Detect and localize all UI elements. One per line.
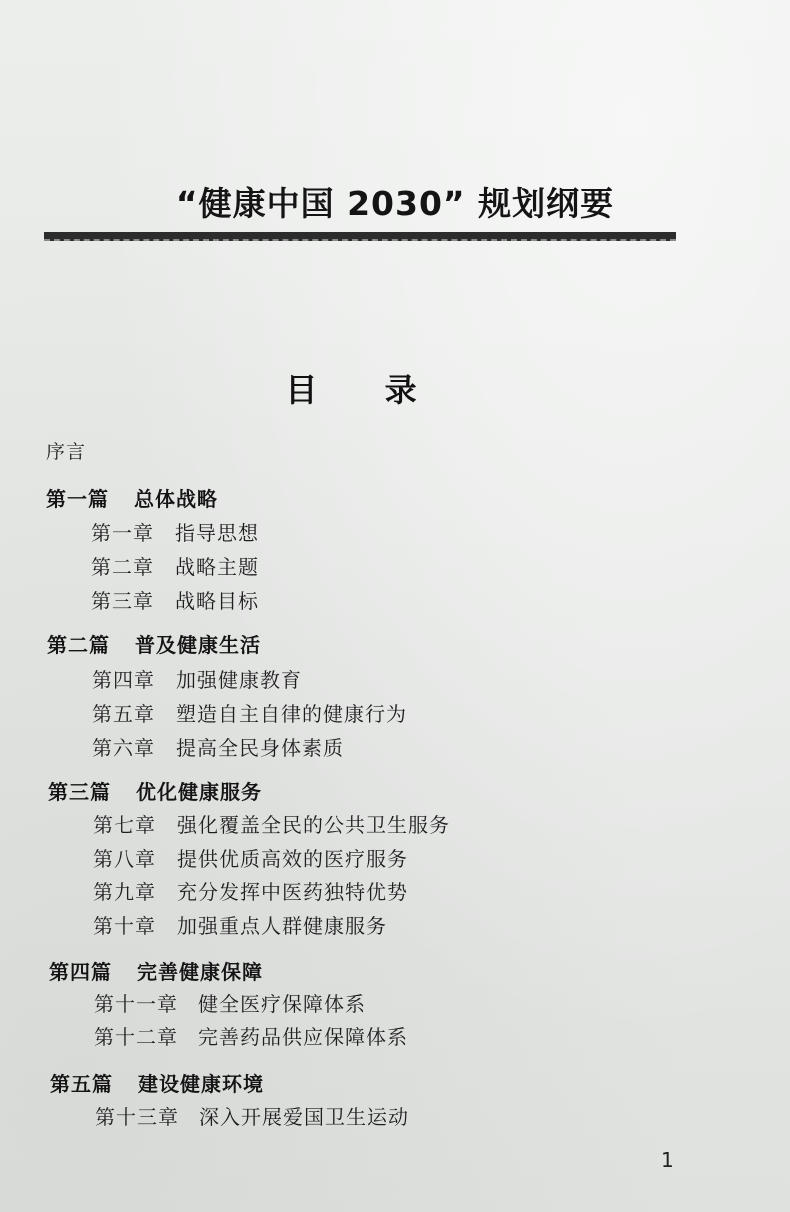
chapter-number: 第二章 (91, 555, 154, 579)
toc-part-2 (47, 629, 261, 658)
toc-chapter-4 (92, 664, 302, 693)
toc-heading: 目 录 (285, 371, 445, 409)
part-number: 第三篇 (48, 780, 111, 804)
chapter-title: 加强健康教育 (176, 668, 302, 692)
toc-part-3 (48, 776, 262, 805)
toc-chapter-12 (94, 1021, 408, 1050)
chapter-title: 深入开展爱国卫生运动 (199, 1105, 409, 1129)
chapter-title: 强化覆盖全民的公共卫生服务 (177, 813, 450, 837)
page-number: 1 (661, 1148, 674, 1172)
toc-chapter-13 (95, 1101, 409, 1130)
toc-chapter-3 (91, 585, 259, 614)
toc-chapter-7 (93, 809, 450, 838)
toc-chapter-6 (92, 732, 344, 761)
part-name: 建设健康环境 (138, 1072, 264, 1096)
toc-chapter-1 (91, 517, 259, 546)
chapter-title: 塑造自主自律的健康行为 (176, 702, 407, 726)
title-divider (44, 232, 676, 241)
chapter-title: 健全医疗保障体系 (198, 992, 366, 1016)
part-name: 优化健康服务 (136, 780, 262, 804)
chapter-number: 第五章 (92, 702, 155, 726)
part-name: 普及健康生活 (135, 633, 261, 657)
chapter-number: 第八章 (93, 847, 156, 871)
part-number: 第一篇 (46, 487, 109, 511)
chapter-number: 第一章 (91, 521, 154, 545)
chapter-number: 第十章 (93, 914, 156, 938)
part-name: 完善健康保障 (137, 960, 263, 984)
chapter-number: 第十一章 (94, 992, 178, 1016)
chapter-title: 指导思想 (175, 521, 259, 545)
chapter-number: 第十三章 (95, 1105, 179, 1129)
chapter-number: 第三章 (91, 589, 154, 613)
toc-chapter-10 (93, 910, 387, 939)
chapter-title: 战略主题 (175, 555, 259, 579)
toc-chapter-5 (92, 698, 407, 727)
toc-chapter-11 (94, 988, 366, 1017)
part-number: 第四篇 (49, 960, 112, 984)
toc-part-5 (50, 1068, 264, 1097)
part-name: 总体战略 (134, 487, 218, 511)
toc-part-4 (49, 956, 263, 985)
chapter-number: 第十二章 (94, 1025, 178, 1049)
chapter-number: 第六章 (92, 736, 155, 760)
toc-part-1 (46, 483, 218, 512)
toc-preface: 序言 (46, 441, 87, 463)
part-number: 第二篇 (47, 633, 110, 657)
part-number: 第五篇 (50, 1072, 113, 1096)
chapter-title: 战略目标 (175, 589, 259, 613)
chapter-number: 第九章 (93, 880, 156, 904)
chapter-title: 充分发挥中医药独特优势 (177, 880, 408, 904)
chapter-number: 第七章 (93, 813, 156, 837)
chapter-title: 提高全民身体素质 (176, 736, 344, 760)
chapter-number: 第四章 (92, 668, 155, 692)
chapter-title: 完善药品供应保障体系 (198, 1025, 408, 1049)
toc-chapter-8 (93, 843, 408, 872)
toc-chapter-9 (93, 876, 408, 905)
toc-chapter-2 (91, 551, 259, 580)
book-title: “健康中国 2030” 规划纲要 (175, 184, 615, 223)
chapter-title: 加强重点人群健康服务 (177, 914, 387, 938)
chapter-title: 提供优质高效的医疗服务 (177, 847, 408, 871)
